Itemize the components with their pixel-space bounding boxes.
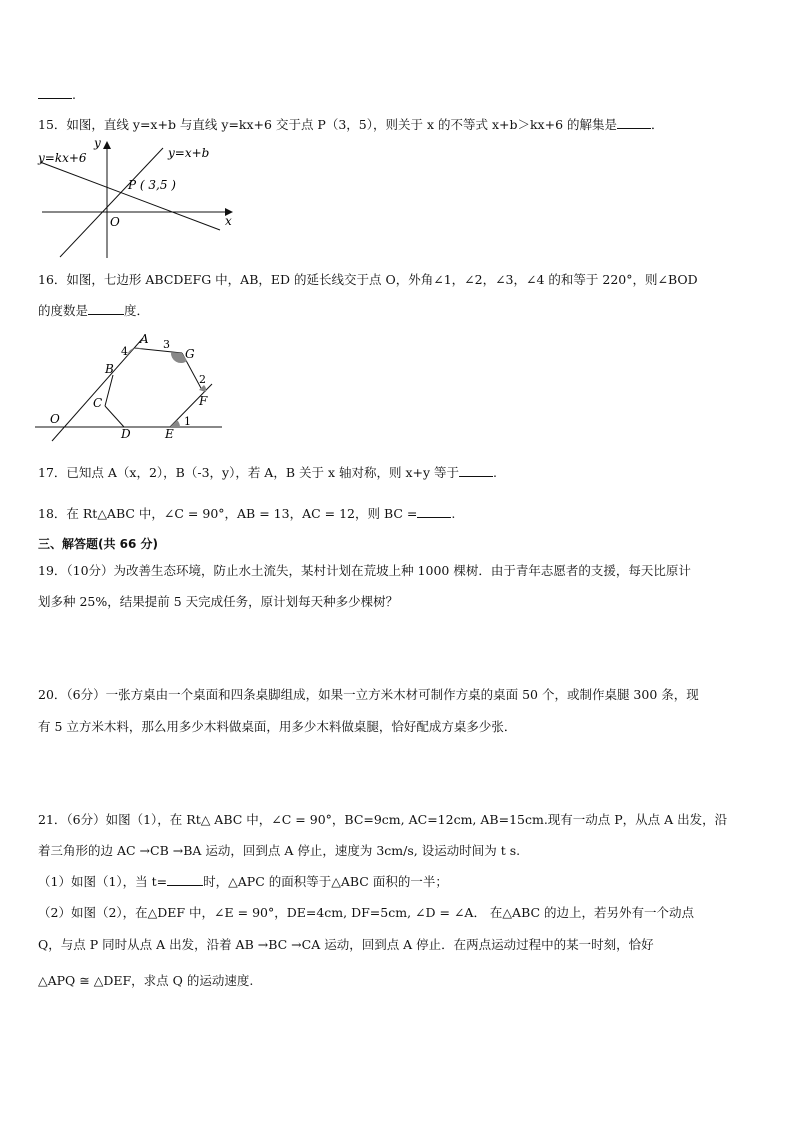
question-21-line1: 21．（6分）如图（1），在 Rt△ ABC 中，∠C = 90°，BC=9cm, AC=12cm, AB=15cm.现有一动点 P，从点 A 出发，沿 (38, 812, 728, 827)
answer-blank (38, 86, 72, 99)
answer-blank (617, 116, 651, 129)
label-y-axis: y (94, 136, 101, 150)
question-17: 17．已知点 A（x，2），B（-3，y），若 A，B 关于 x 轴对称，则 x+y 等于 . (38, 465, 498, 480)
label-e: E (165, 427, 174, 441)
label-angle-2: 2 (199, 373, 206, 386)
side-cd (105, 406, 124, 427)
label-x-axis: x (225, 214, 232, 228)
y-axis-arrow-icon (103, 141, 111, 149)
question-18: 18．在 Rt△ABC 中，∠C = 90°，AB = 13，AC = 12，则 BC = . (38, 506, 456, 521)
question-19-line1: 19．（10分）为改善生态环境，防止水土流失，某村计划在荒坡上种 1000 棵树．由于青年志愿者的支援，每天比原计 (38, 563, 691, 578)
label-point-p: P ( 3,5 ) (128, 178, 176, 192)
q15-figure (30, 135, 240, 265)
question-21-part2-line2: Q，与点 P 同时从点 A 出发，沿着 AB →BC →CA 运动，回到点 A 停止．在两点运动过程中的某一时刻，恰好 (38, 937, 654, 952)
question-19-line2: 划多种 25%，结果提前 5 天完成任务，原计划每天种多少棵树？ (38, 594, 399, 609)
line-oa (52, 338, 143, 441)
question-21-part2-line1: （2）如图（2），在△DEF 中，∠E = 90°，DE=4cm, DF=5cm, ∠D = ∠A． 在△ABC 的边上，若另外有一个动点 (38, 905, 695, 920)
answer-blank (459, 464, 493, 477)
label-origin: O (110, 215, 120, 229)
label-angle-1: 1 (184, 415, 191, 428)
label-f: F (199, 394, 208, 408)
question-21-part2-line3: △APQ ≅ △DEF，求点 Q 的运动速度. (38, 973, 254, 988)
label-d: D (121, 427, 131, 441)
label-a: A (140, 332, 149, 346)
label-angle-4: 4 (121, 345, 128, 358)
question-16-line1: 16．如图，七边形 ABCDEFG 中，AB，ED 的延长线交于点 O，外角∠1，∠2，∠3，∠4 的和等于 220°，则∠BOD (38, 272, 698, 287)
answer-blank (88, 302, 124, 315)
section-heading: 三、解答题(共 66 分) (38, 537, 159, 551)
label-line-xb: y=x+b (168, 146, 210, 160)
question-21-line2: 着三角形的边 AC →CB →BA 运动，回到点 A 停止，速度为 3cm/s, 设运动时间为 t s. (38, 843, 521, 858)
question-20-line2: 有 5 立方米木料，那么用多少木料做桌面，用多少木料做桌腿，恰好配成方桌多少张． (38, 719, 517, 734)
label-c: C (93, 396, 103, 410)
line-kx6 (40, 162, 220, 230)
question-16-line2: 的度数是 度． (38, 303, 150, 318)
label-b: B (105, 362, 114, 376)
question-21-part1: （1）如图（1），当 t= 时，△APC 的面积等于△ABC 面积的一半； (38, 874, 448, 889)
previous-answer-stub: . (38, 86, 76, 104)
label-o: O (50, 412, 60, 426)
answer-blank (417, 505, 451, 518)
label-line-kx6: y=kx+6 (38, 151, 87, 165)
angle-1-marker (170, 420, 180, 427)
question-15: 15．如图，直线 y=x+b 与直线 y=kx+6 交于点 P（3，5），则关于 x 的不等式 x+b＞kx+6 的解集是 ． (38, 117, 664, 132)
label-g: G (185, 347, 195, 361)
question-20-line1: 20．（6分）一张方桌由一个桌面和四条桌脚组成，如果一立方米木材可制作方桌的桌面 50 个，或制作桌腿 300 条，现 (38, 687, 699, 702)
q16-figure (30, 328, 230, 446)
label-angle-3: 3 (163, 338, 170, 351)
answer-blank (167, 873, 203, 886)
